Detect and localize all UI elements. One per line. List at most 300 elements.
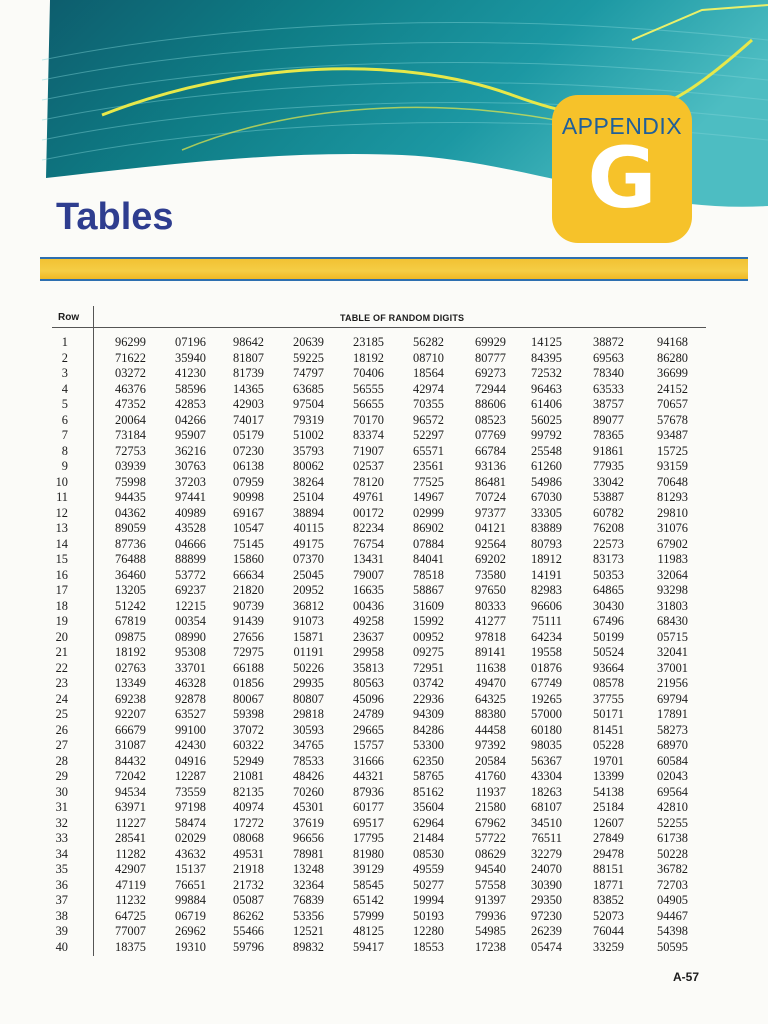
digit-cell: 21580 [475,800,506,814]
digit-cell: 03939 [115,459,146,473]
digit-cell: 70724 [475,490,506,504]
digit-cell: 21484 [413,831,444,845]
digit-cell: 99792 [531,428,562,442]
row-number: 39 [55,924,68,938]
digit-cell: 18553 [413,939,444,954]
digit-cell: 58765 [413,769,444,783]
digit-cell: 59796 [233,939,264,954]
digit-cell: 32064 [657,567,688,582]
digit-cell: 11638 [475,660,506,675]
digit-cell: 00354 [175,614,206,628]
digit-cell: 61738 [657,831,688,845]
digit-cell: 20952 [293,583,324,597]
digit-cell: 85162 [413,784,444,799]
digit-cell: 83374 [353,428,384,442]
digit-cell: 54986 [531,474,562,489]
digit-cell: 13248 [293,862,324,876]
digit-cell: 31666 [353,753,384,768]
digit-cell: 86481 [475,474,506,489]
table-row [40,909,720,925]
digit-cell: 74797 [293,366,324,380]
digit-cell: 94467 [657,908,688,923]
digit-cell: 84041 [413,552,444,566]
digit-cell: 04905 [657,893,688,907]
row-number: 1 [61,335,68,349]
digit-cell: 69929 [475,335,506,349]
digit-cell: 69273 [475,366,506,380]
digit-cell: 70657 [657,397,688,411]
digit-cell: 38264 [293,474,324,489]
digit-cell: 18263 [531,784,562,799]
digit-cell: 39129 [353,862,384,876]
digit-cell: 15860 [233,552,264,566]
digit-cell: 52073 [593,908,624,923]
table-row [40,800,720,816]
digit-cell: 78340 [593,366,624,380]
digit-cell: 95308 [175,645,206,659]
digit-cell: 22573 [593,536,624,551]
digit-cell: 48426 [293,769,324,783]
digit-cell: 36812 [293,598,324,613]
digit-cell: 44458 [475,722,506,737]
digit-cell: 21732 [233,877,264,892]
digit-cell: 20639 [293,335,324,349]
digit-cell: 93136 [475,459,506,473]
digit-cell: 93159 [657,459,688,473]
digit-cell: 56367 [531,753,562,768]
digit-cell: 05087 [233,893,264,907]
digit-cell: 18192 [353,350,384,365]
digit-cell: 68107 [531,800,562,814]
digit-cell: 06719 [175,908,206,923]
digit-cell: 30593 [293,722,324,737]
digit-cell: 57999 [353,908,384,923]
digit-cell: 02043 [657,769,688,783]
digit-cell: 51242 [115,598,146,613]
row-number: 24 [55,691,68,706]
digit-cell: 31609 [413,598,444,613]
digit-cell: 61406 [531,397,562,411]
digit-cell: 60322 [233,738,264,752]
digit-cell: 50171 [593,707,624,721]
digit-cell: 97441 [175,490,206,504]
digit-cell: 40974 [233,800,264,814]
digit-cell: 60177 [353,800,384,814]
digit-cell: 80067 [233,691,264,706]
digit-cell: 35940 [175,350,206,365]
digit-cell: 17795 [353,831,384,845]
digit-cell: 71622 [115,350,146,365]
digit-cell: 33042 [593,474,624,489]
digit-cell: 76651 [175,877,206,892]
digit-cell: 50193 [413,908,444,923]
digit-cell: 36699 [657,366,688,380]
digit-cell: 41277 [475,614,506,628]
row-number: 31 [55,800,68,814]
digit-cell: 68430 [657,614,688,628]
digit-cell: 82135 [233,784,264,799]
digit-cell: 19558 [531,645,562,659]
digit-cell: 35813 [353,660,384,675]
digit-cell: 16635 [353,583,384,597]
table-title: TABLE OF RANDOM DIGITS [340,313,465,323]
random-digits-table [40,335,720,955]
digit-cell: 53356 [293,908,324,923]
digit-cell: 72951 [413,660,444,675]
digit-cell: 64725 [115,908,146,923]
row-number: 5 [61,397,68,411]
digit-cell: 58474 [175,815,206,830]
appendix-label: APPENDIX [561,113,683,139]
digit-cell: 86280 [657,350,688,365]
digit-cell: 33259 [593,939,624,954]
digit-cell: 65142 [353,893,384,907]
row-number: 21 [55,645,68,659]
digit-cell: 98642 [233,335,264,349]
digit-cell: 76839 [293,893,324,907]
table-row [40,397,720,413]
digit-cell: 84432 [115,753,146,768]
row-number: 2 [61,350,68,365]
digit-cell: 55466 [233,924,264,938]
digit-cell: 33305 [531,505,562,520]
digit-cell: 30430 [593,598,624,613]
digit-cell: 05179 [233,428,264,442]
digit-cell: 60584 [657,753,688,768]
digit-cell: 81451 [593,722,624,737]
digit-cell: 02029 [175,831,206,845]
digit-cell: 19310 [175,939,206,954]
digit-cell: 35793 [293,443,324,458]
digit-cell: 37755 [593,691,624,706]
table-row [40,723,720,739]
digit-cell: 09875 [115,629,146,644]
digit-cell: 29665 [353,722,384,737]
page-title: Tables [56,196,174,238]
digit-cell: 24070 [531,862,562,876]
row-number: 14 [55,536,68,551]
digit-cell: 47352 [115,397,146,411]
digit-cell: 37619 [293,815,324,830]
digit-cell: 90998 [233,490,264,504]
table-row [40,599,720,615]
table-row [40,366,720,382]
digit-cell: 15725 [657,443,688,458]
digit-cell: 42430 [175,738,206,752]
digit-cell: 82983 [531,583,562,597]
digit-cell: 81739 [233,366,264,380]
digit-cell: 79319 [293,412,324,427]
digit-cell: 04266 [175,412,206,427]
digit-cell: 62350 [413,753,444,768]
digit-cell: 62964 [413,815,444,830]
digit-cell: 05228 [593,738,624,752]
digit-cell: 12280 [413,924,444,938]
digit-cell: 53300 [413,738,444,752]
digit-cell: 18192 [115,645,146,659]
row-number: 13 [55,521,68,535]
digit-cell: 99884 [175,893,206,907]
row-number: 20 [55,629,68,644]
digit-cell: 78981 [293,846,324,861]
row-number: 34 [55,846,68,861]
digit-cell: 96606 [531,598,562,613]
digit-cell: 67902 [657,536,688,551]
digit-cell: 02999 [413,505,444,520]
table-row [40,537,720,553]
digit-cell: 23185 [353,335,384,349]
digit-cell: 93298 [657,583,688,597]
digit-cell: 58867 [413,583,444,597]
digit-cell: 64234 [531,629,562,644]
digit-cell: 94435 [115,490,146,504]
digit-cell: 49761 [353,490,384,504]
digit-cell: 27849 [593,831,624,845]
digit-cell: 24152 [657,381,688,396]
digit-cell: 78365 [593,428,624,442]
digit-cell: 37072 [233,722,264,737]
digit-cell: 18375 [115,939,146,954]
digit-cell: 19701 [593,753,624,768]
digit-cell: 72753 [115,443,146,458]
digit-cell: 03742 [413,676,444,690]
digit-cell: 95907 [175,428,206,442]
digit-cell: 86902 [413,521,444,535]
digit-cell: 78533 [293,753,324,768]
digit-cell: 91073 [293,614,324,628]
digit-cell: 18564 [413,366,444,380]
digit-cell: 80777 [475,350,506,365]
digit-cell: 72703 [657,877,688,892]
digit-cell: 60180 [531,722,562,737]
table-row [40,490,720,506]
table-row [40,738,720,754]
digit-cell: 15137 [175,862,206,876]
digit-cell: 19265 [531,691,562,706]
digit-cell: 43632 [175,846,206,861]
digit-cell: 12607 [593,815,624,830]
digit-cell: 29350 [531,893,562,907]
digit-cell: 49258 [353,614,384,628]
row-number: 38 [55,908,68,923]
digit-cell: 33701 [175,660,206,675]
row-number: 23 [55,676,68,690]
digit-cell: 34765 [293,738,324,752]
digit-cell: 28541 [115,831,146,845]
digit-cell: 72975 [233,645,264,659]
digit-cell: 75145 [233,536,264,551]
digit-cell: 50524 [593,645,624,659]
digit-cell: 66679 [115,722,146,737]
digit-cell: 31087 [115,738,146,752]
table-row [40,831,720,847]
digit-cell: 58545 [353,877,384,892]
digit-cell: 54398 [657,924,688,938]
digit-cell: 84286 [413,722,444,737]
table-row [40,862,720,878]
digit-cell: 92564 [475,536,506,551]
table-row [40,552,720,568]
digit-cell: 57678 [657,412,688,427]
digit-cell: 43304 [531,769,562,783]
digit-cell: 66634 [233,567,264,582]
digit-cell: 77525 [413,474,444,489]
digit-cell: 42907 [115,862,146,876]
digit-cell: 14191 [531,567,562,582]
digit-cell: 14967 [413,490,444,504]
digit-cell: 87736 [115,536,146,551]
digit-cell: 29935 [293,676,324,690]
row-number: 40 [55,939,68,954]
row-number: 11 [56,490,68,504]
digit-cell: 59417 [353,939,384,954]
digit-cell: 32041 [657,645,688,659]
digit-cell: 43528 [175,521,206,535]
digit-cell: 69563 [593,350,624,365]
digit-cell: 86262 [233,908,264,923]
digit-cell: 65571 [413,443,444,458]
digit-cell: 11227 [115,815,146,830]
digit-cell: 18771 [593,877,624,892]
digit-cell: 61260 [531,459,562,473]
digit-cell: 45096 [353,691,384,706]
digit-cell: 59225 [293,350,324,365]
table-row [40,707,720,723]
digit-cell: 50277 [413,877,444,892]
digit-cell: 90739 [233,598,264,613]
digit-cell: 97392 [475,738,506,752]
digit-cell: 70355 [413,397,444,411]
digit-cell: 75998 [115,474,146,489]
digit-cell: 57558 [475,877,506,892]
table-row [40,444,720,460]
digit-cell: 27656 [233,629,264,644]
digit-cell: 53887 [593,490,624,504]
digit-cell: 44321 [353,769,384,783]
digit-cell: 76208 [593,521,624,535]
digit-cell: 01876 [531,660,562,675]
digit-cell: 25104 [293,490,324,504]
digit-cell: 08578 [593,676,624,690]
digit-cell: 25045 [293,567,324,582]
digit-cell: 08710 [413,350,444,365]
digit-cell: 79936 [475,908,506,923]
table-row [40,816,720,832]
decorative-strip [40,257,748,281]
digit-cell: 34510 [531,815,562,830]
appendix-letter: G [587,129,657,227]
digit-cell: 36782 [657,862,688,876]
digit-cell: 96463 [531,381,562,396]
digit-cell: 77007 [115,924,146,938]
table-row [40,614,720,630]
digit-cell: 26239 [531,924,562,938]
digit-cell: 99100 [175,722,206,737]
digit-cell: 96299 [115,335,146,349]
digit-cell: 21956 [657,676,688,690]
digit-cell: 69517 [353,815,384,830]
digit-cell: 42974 [413,381,444,396]
digit-cell: 03272 [115,366,146,380]
digit-cell: 89141 [475,645,506,659]
row-number: 16 [55,567,68,582]
digit-cell: 72944 [475,381,506,396]
table-row [40,335,720,351]
digit-cell: 15871 [293,629,324,644]
digit-cell: 91861 [593,443,624,458]
table-row [40,692,720,708]
digit-cell: 38757 [593,397,624,411]
digit-cell: 13205 [115,583,146,597]
digit-cell: 88151 [593,862,624,876]
digit-cell: 97818 [475,629,506,644]
digit-cell: 08068 [233,831,264,845]
row-number: 28 [55,753,68,768]
digit-cell: 81980 [353,846,384,861]
digit-cell: 73559 [175,784,206,799]
digit-cell: 96572 [413,412,444,427]
row-number: 4 [61,381,68,396]
digit-cell: 30390 [531,877,562,892]
digit-cell: 82234 [353,521,384,535]
table-row [40,893,720,909]
digit-cell: 41230 [175,366,206,380]
digit-cell: 81807 [233,350,264,365]
digit-cell: 20584 [475,753,506,768]
table-row [40,661,720,677]
digit-cell: 50199 [593,629,624,644]
digit-cell: 88606 [475,397,506,411]
digit-cell: 60782 [593,505,624,520]
table-row [40,878,720,894]
digit-cell: 94540 [475,862,506,876]
digit-cell: 01191 [293,645,324,659]
row-number: 9 [61,459,68,473]
row-number: 32 [55,815,68,830]
digit-cell: 36460 [115,567,146,582]
digit-cell: 79007 [353,567,384,582]
row-number: 36 [55,877,68,892]
digit-cell: 80333 [475,598,506,613]
table-row [40,475,720,491]
digit-cell: 92207 [115,707,146,721]
digit-cell: 56655 [353,397,384,411]
row-number: 26 [55,722,68,737]
table-row [40,645,720,661]
digit-cell: 07769 [475,428,506,442]
digit-cell: 08629 [475,846,506,861]
row-number: 10 [55,474,68,489]
digit-cell: 29810 [657,505,688,520]
digit-cell: 48125 [353,924,384,938]
header-rule [52,327,706,328]
digit-cell: 52949 [233,753,264,768]
digit-cell: 69238 [115,691,146,706]
digit-cell: 63685 [293,381,324,396]
table-row [40,382,720,398]
digit-cell: 38872 [593,335,624,349]
digit-cell: 07230 [233,443,264,458]
digit-cell: 74017 [233,412,264,427]
digit-cell: 93487 [657,428,688,442]
table-row [40,630,720,646]
digit-cell: 30763 [175,459,206,473]
digit-cell: 70260 [293,784,324,799]
digit-cell: 70406 [353,366,384,380]
digit-cell: 05715 [657,629,688,644]
digit-cell: 80563 [353,676,384,690]
digit-cell: 50595 [657,939,688,954]
